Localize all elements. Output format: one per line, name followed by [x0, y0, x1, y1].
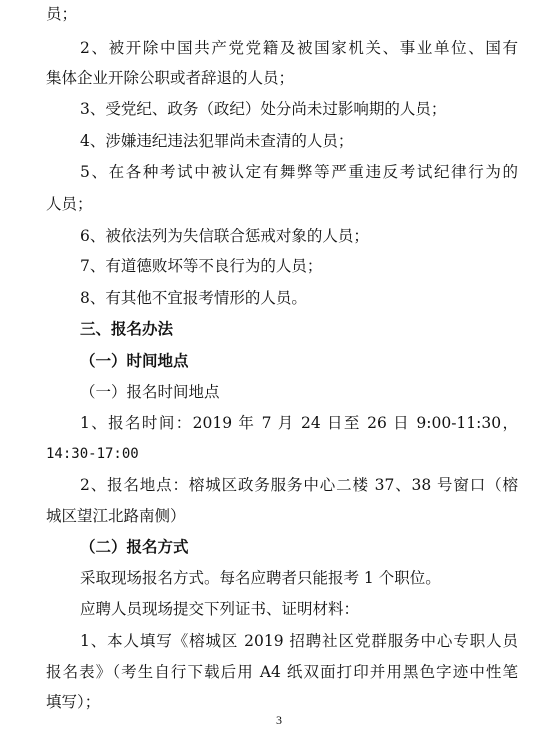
text-line: 员；: [46, 5, 78, 23]
text-line: 7、有道德败坏等不良行为的人员；: [80, 257, 323, 275]
text-line: 填写）；: [46, 693, 101, 711]
text-line: 人员；: [46, 195, 93, 213]
text-line: 6、被依法列为失信联合惩戒对象的人员；: [80, 227, 369, 245]
text-line: 1、报名时间：2019 年 7 月 24 日至 26 日 9:00-11:30，: [80, 414, 518, 432]
text-line: 城区望江北路南侧）: [46, 507, 186, 525]
text-line: 采取现场报名方式。每名应聘者只能报考 1 个职位。: [80, 569, 441, 587]
text-line: 报名表》（考生自行下载后用 A4 纸双面打印并用黑色字迹中性笔: [46, 663, 518, 681]
subsection-heading: （一）时间地点: [80, 352, 189, 370]
text-line: 14:30-17:00: [46, 446, 139, 462]
text-line: 8、有其他不宜报考情形的人员。: [80, 289, 307, 307]
text-line: 集体企业开除公职或者辞退的人员；: [46, 69, 295, 87]
text-line: 1、本人填写《榕城区 2019 招聘社区党群服务中心专职人员: [80, 632, 518, 650]
page-number: 3: [276, 713, 282, 727]
text-line: 3、受党纪、政务（政纪）处分尚未过影响期的人员；: [80, 100, 447, 118]
text-line: 应聘人员现场提交下列证书、证明材料：: [80, 600, 360, 618]
text-line: 2、被开除中国共产党党籍及被国家机关、事业单位、国有: [80, 39, 518, 57]
text-line: 4、涉嫌违纪违法犯罪尚未查清的人员；: [80, 132, 354, 150]
section-heading: 三、报名办法: [80, 320, 174, 338]
subsection-heading: （二）报名方式: [80, 538, 189, 556]
text-line: 5、在各种考试中被认定有舞弊等严重违反考试纪律行为的: [80, 163, 518, 181]
text-line: 2、报名地点：榕城区政务服务中心二楼 37、38 号窗口（榕: [80, 476, 518, 494]
text-line: （一）报名时间地点: [80, 383, 220, 401]
